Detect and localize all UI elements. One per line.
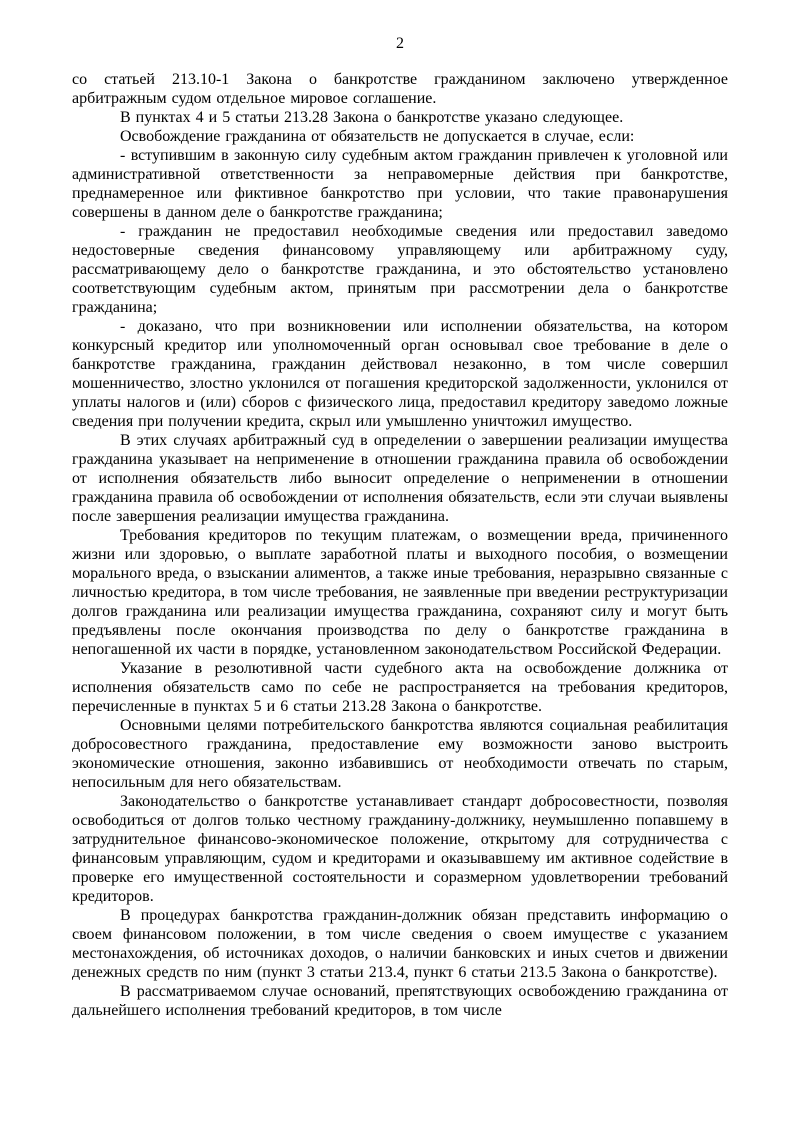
paragraph: Указание в резолютивной части судебного акта на освобождение должника от исполнения обязательств само по себе не распространяется на требования кредиторов, перечисленные в пунктах 5 и 6 статьи 213.28 Закона о банкротстве. [72, 660, 728, 715]
paragraph: Освобождение гражданина от обязательств не допускается в случае, если: [120, 128, 635, 145]
paragraph: В этих случаях арбитражный суд в определении о завершении реализации имущества гражданина указывает на неприменение в отношении гражданина правила об освобождении от исполнения обязательств либо выносит определение о неприменении в отношении гражданина правила об освобождении от исполнения обязательств, если эти случаи выявлены после завершения реализации имущества гражданина. [72, 432, 728, 525]
paragraph: В рассматриваемом случае оснований, препятствующих освобождению гражданина от дальнейшего исполнения требований кредиторов, в том числе [72, 983, 728, 1019]
document-body [72, 70, 728, 1020]
paragraph: со статьей 213.10-1 Закона о банкротстве гражданином заключено утвержденное арбитражным судом отдельное мировое соглашение. [72, 71, 728, 107]
paragraph: - доказано, что при возникновении или исполнении обязательства, на котором конкурсный кредитор или уполномоченный орган основывал свое требование в деле о банкротстве гражданина, гражданин действовал незаконно, в том числе совершил мошенничество, злостно уклонился от погашения кредиторской задолженности, уклонился от уплаты налогов и (или) сборов с физического лица, предоставил кредитору заведомо ложные сведения при получении кредита, скрыл или умышленно уничтожил имущество. [72, 318, 728, 430]
paragraph: Основными целями потребительского банкротства являются социальная реабилитация добросовестного гражданина, предоставление ему возможности заново выстроить экономические отношения, законно избавившись от необходимости отвечать по старым, непосильным для него обязательствам. [72, 717, 728, 791]
paragraph: Законодательство о банкротстве устанавливает стандарт добросовестности, позволяя освободиться от долгов только честному гражданину-должнику, неумышленно попавшему в затруднительное финансово-экономическое положение, открытому для сотрудничества с финансовым управляющим, судом и кредиторами и оказывавшему им активное содействие в проверке его имущественной состоятельности и соразмерном удовлетворении требований кредиторов. [72, 793, 728, 905]
page-number: 2 [396, 35, 404, 52]
paragraph: Требования кредиторов по текущим платежам, о возмещении вреда, причиненного жизни или здоровью, о выплате заработной платы и выходного пособия, о возмещении морального вреда, о взыскании алиментов, а также иные требования, неразрывно связанные с личностью кредитора, в том числе требования, не заявленные при введении реструктуризации долгов гражданина или реализации имущества гражданина, сохраняют силу и могут быть предъявлены после окончания производства по делу о банкротстве гражданина в непогашенной их части в порядке, установленном законодательством Российской Федерации. [72, 527, 728, 658]
paragraph: В процедурах банкротства гражданин-должник обязан представить информацию о своем финансовом положении, в том числе сведения о своем имуществе с указанием местонахождения, об источниках доходов, о наличии банковских и иных счетов и движении денежных средств по ним (пункт 3 статьи 213.4, пункт 6 статьи 213.5 Закона о банкротстве). [72, 907, 728, 981]
paragraph: В пунктах 4 и 5 статьи 213.28 Закона о банкротстве указано следующее. [120, 109, 624, 126]
paragraph: - гражданин не предоставил необходимые сведения или предоставил заведомо недостоверные сведения финансовому управляющему или арбитражному суду, рассматривающему дело о банкротстве гражданина, и это обстоятельство установлено соответствующим судебным актом, принятым при рассмотрении дела о банкротстве гражданина; [72, 223, 728, 316]
paragraph: - вступившим в законную силу судебным актом гражданин привлечен к уголовной или административной ответственности за неправомерные действия при банкротстве, преднамеренное или фиктивное банкротство при условии, что такие правонарушения совершены в данном деле о банкротстве гражданина; [72, 147, 728, 221]
